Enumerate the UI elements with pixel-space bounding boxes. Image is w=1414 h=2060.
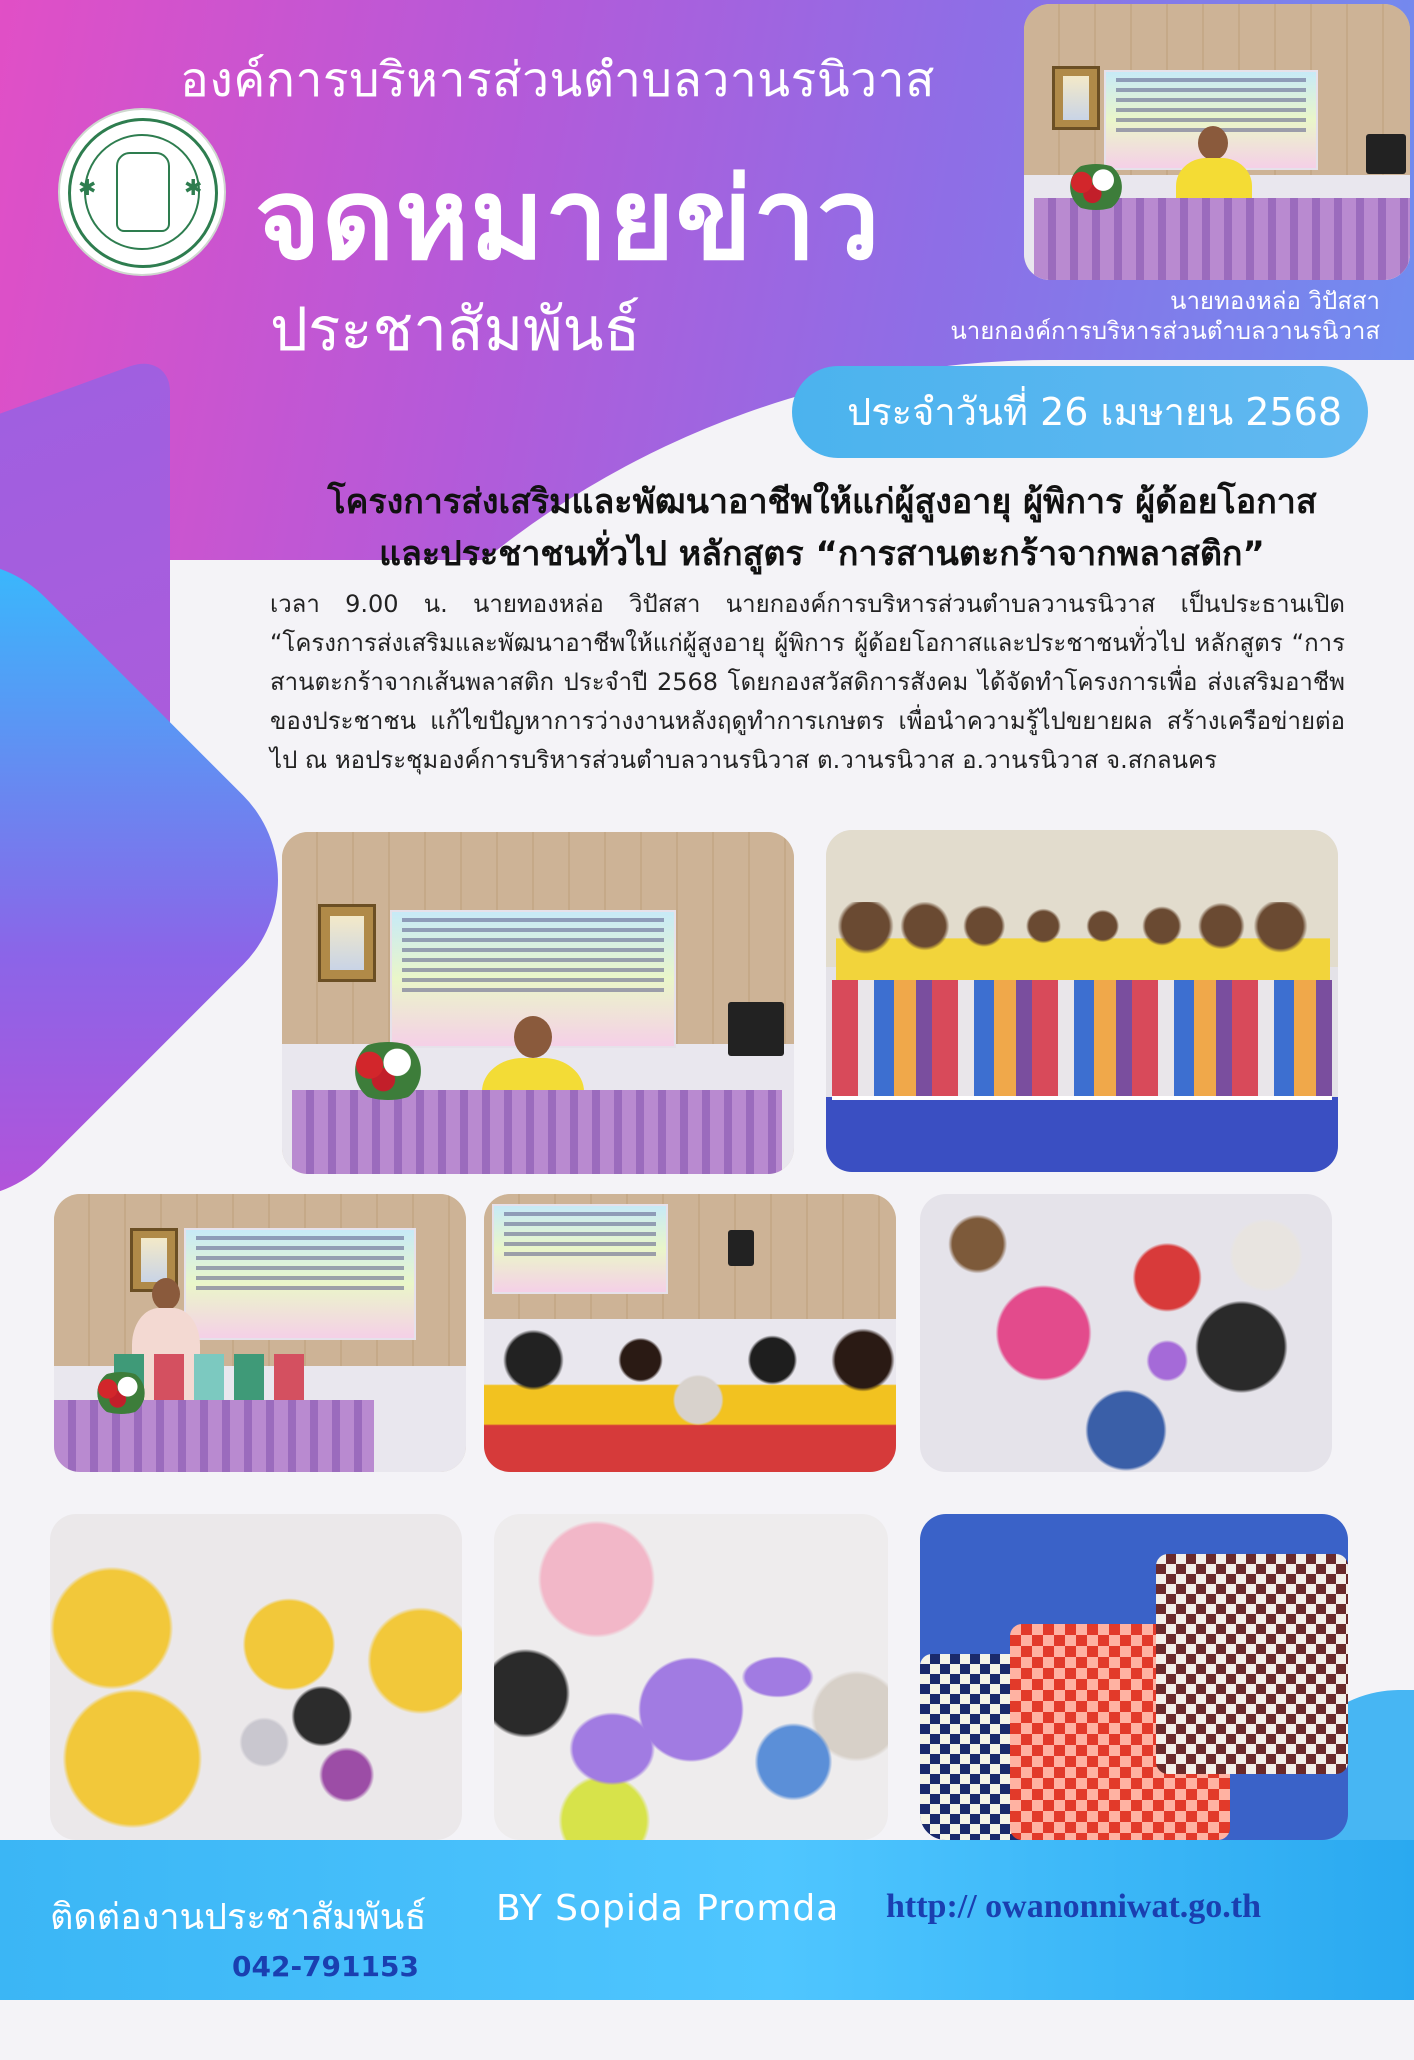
- organization-name: องค์การบริหารส่วนตำบลวานรนิวาส: [180, 52, 935, 108]
- footer-author: BY Sopida Promda: [496, 1888, 840, 1929]
- chairman-name: นายทองหล่อ วิปัสสา: [1170, 287, 1380, 315]
- footer-contact-label: ติดต่องานประชาสัมพันธ์: [50, 1897, 427, 1938]
- article-body: เวลา 9.00 น. นายทองหล่อ วิปัสสา นายกองค์การบริหารส่วนตำบลวานรนิวาส เป็นประธานเปิด “โครงการส่งเสริมและพัฒนาอาชีพให้แก่ผู้สูงอายุ ผู้พิการ ผู้ด้อยโอกาสและประชาชนทั่วไป หลักสูตร “การสานตะกร้าจากเส้นพลาสติก ประจำปี 2568 โดยกองสวัสดิการสังคม ได้จัดทำโครงการเพื่อ ส่งเสริมอาชีพของประชาชน แก้ไขปัญหาการว่างงานหลังฤดูทำการเกษตร เพื่อนำความรู้ไปขยายผล สร้างเครือข่ายต่อไป ณ หอประชุมองค์การบริหารส่วนตำบลวานรนิวาส ต.วานรนิวาส อ.วานรนิวาส จ.สกลนคร: [270, 590, 1345, 774]
- chairman-caption: [900, 286, 1380, 346]
- issue-date: ประจำวันที่ 26 เมษายน 2568: [847, 390, 1342, 434]
- article-title-line: โครงการส่งเสริมและพัฒนาอาชีพให้แก่ผู้สูงอายุ ผู้พิการ ผู้ด้อยโอกาส: [327, 482, 1317, 522]
- newsletter-subheading: ประชาสัมพันธ์: [270, 295, 641, 365]
- photo-woven-baskets: [920, 1514, 1348, 1840]
- photo-weaving-group: [50, 1514, 462, 1840]
- photo-presenter: [54, 1194, 466, 1472]
- photo-group: [826, 830, 1338, 1172]
- footer-phone-number: 042-791153: [232, 1950, 419, 1983]
- footer-website-link[interactable]: http:// owanonniwat.go.th: [886, 1888, 1262, 1925]
- photo-purple-strips: [494, 1514, 888, 1840]
- chairman-position: นายกองค์การบริหารส่วนตำบลวานรนิวาส: [950, 317, 1380, 345]
- newsletter-headline: จดหมายข่าว: [255, 155, 881, 285]
- article-title: [262, 476, 1382, 580]
- article-title-line: และประชาชนทั่วไป หลักสูตร “การสานตะกร้าจากพลาสติก”: [379, 534, 1265, 574]
- star-icon: ✱: [78, 176, 97, 201]
- organization-seal: [58, 108, 226, 276]
- photo-audience: [484, 1194, 896, 1472]
- star-icon: ✱: [184, 176, 203, 201]
- photo-chairman: [1024, 4, 1410, 280]
- photo-opening-speech: [282, 832, 794, 1174]
- photo-weaving-circle: [920, 1194, 1332, 1472]
